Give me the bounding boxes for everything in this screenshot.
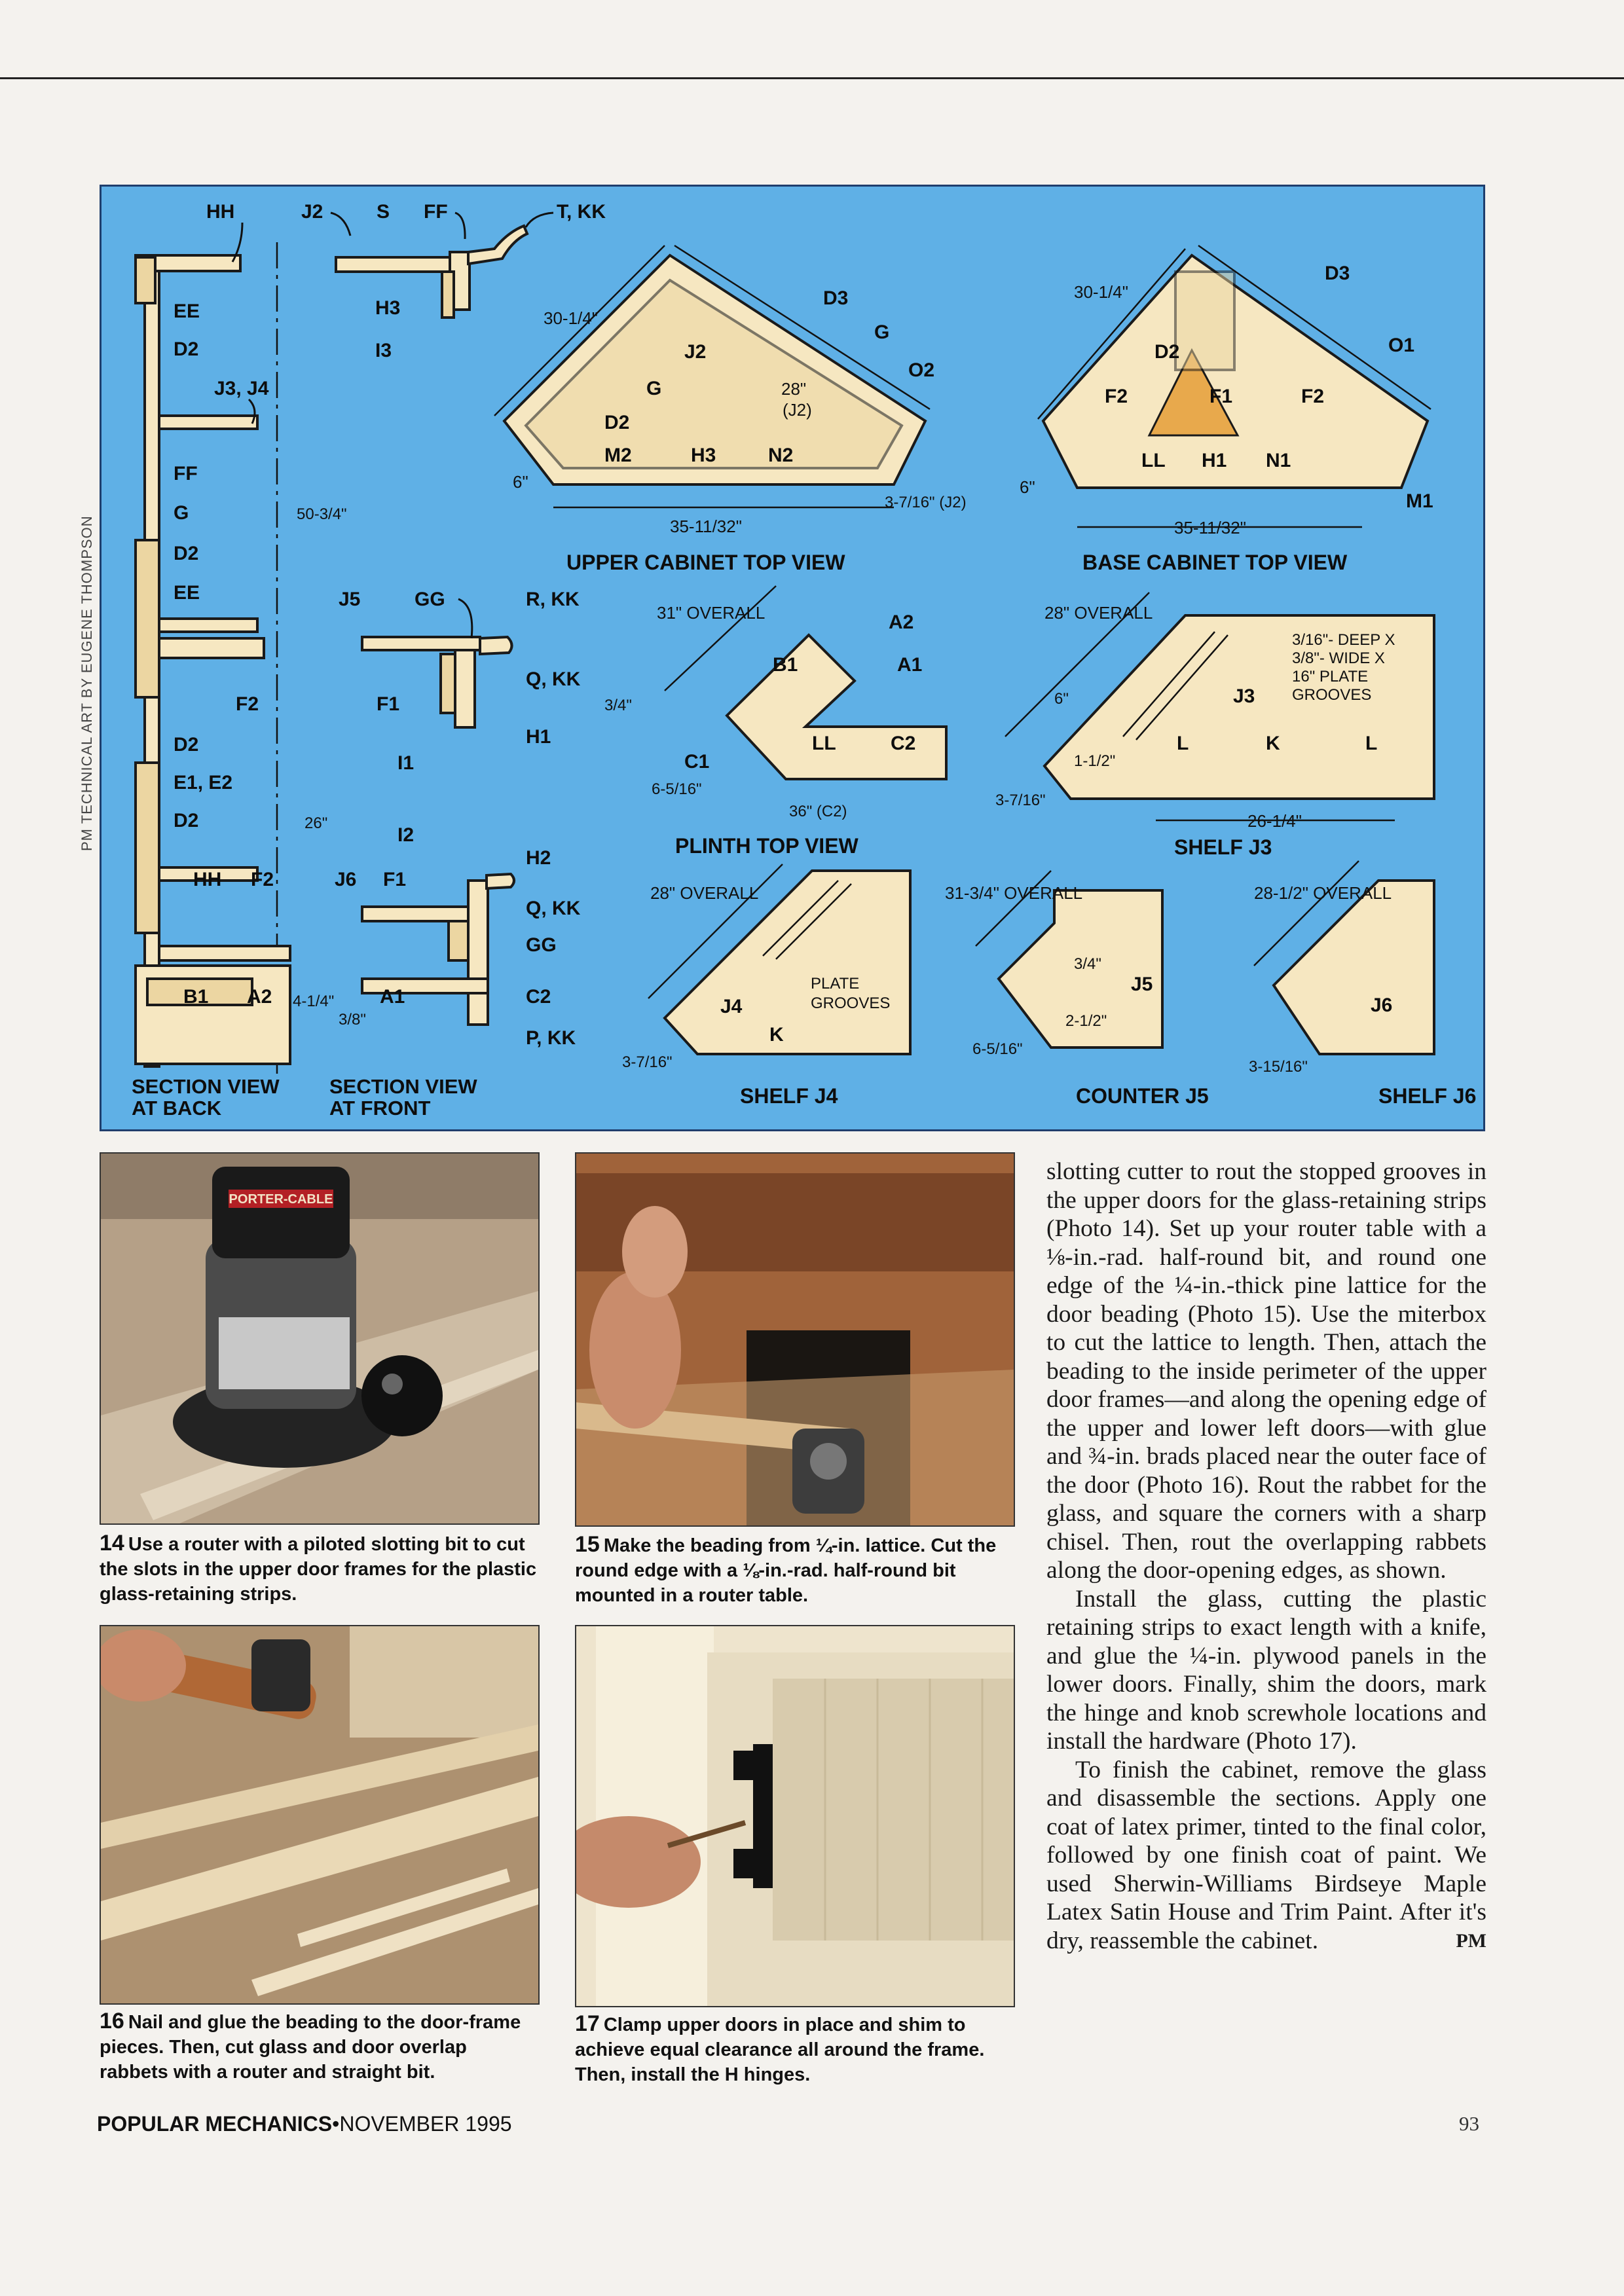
footer-separator: • <box>332 2112 340 2136</box>
photo-15 <box>575 1152 1015 1527</box>
section-front-title-1: SECTION VIEW <box>329 1075 477 1098</box>
label-h1: H1 <box>526 726 551 748</box>
dim-base-30-1-4: 30-1/4" <box>1074 282 1128 302</box>
label-j3-j4: J3, J4 <box>214 378 269 399</box>
caption-16-number: 16 <box>100 2009 124 2033</box>
label-d2-b: D2 <box>174 543 199 564</box>
dim-plinth-31: 31" OVERALL <box>657 603 766 623</box>
dim-j3-1-1-2: 1-1/2" <box>1074 752 1116 770</box>
label-h3: H3 <box>375 297 401 319</box>
label-j5: J5 <box>339 589 361 610</box>
label-base-o1: O1 <box>1388 335 1415 356</box>
section-back-title-1: SECTION VIEW <box>132 1075 280 1098</box>
label-upper-m2: M2 <box>604 445 632 466</box>
body-paragraph-1: slotting cutter to rout the stopped grooves in the upper doors for the glass-retaining strips (Photo 14). Set up your router table with a ⅛-in.-rad. half-round bit, and round one edge of the ¼-in.-thick pine lattice for the door beading (Photo 15). Use the miterbox to cut the lattice to length. Then, attach the beading to the inside perimeter of the upper door frames—and along the opening edge of the upper and lower left doors—with glue and ¾-in. brads placed near the outer face of the door (Photo 16). Rout the rabbet for the glass, and square the corners with a sharp chisel. Then, rout the overlapping rabbets along the door-opening edges, as shown. <box>1046 1158 1486 1584</box>
label-g: G <box>174 502 189 524</box>
label-upper-o2: O2 <box>908 359 935 381</box>
label-plinth-ll: LL <box>812 733 836 754</box>
label-plinth-b1: B1 <box>773 654 798 676</box>
label-j3-l: L <box>1177 733 1189 754</box>
dim-j6-3-15-16: 3-15/16" <box>1249 1058 1308 1076</box>
caption-14 <box>100 1531 540 1607</box>
shelf-j6-title: SHELF J6 <box>1378 1084 1477 1108</box>
label-a1: A1 <box>380 986 405 1008</box>
diagram-svg <box>101 187 1483 1129</box>
label-d2-c: D2 <box>174 734 199 756</box>
top-rule <box>0 77 1624 79</box>
label-upper-n2: N2 <box>768 445 794 466</box>
dim-j3-6: 6" <box>1054 690 1069 708</box>
section-front-drawing <box>336 226 527 1025</box>
counter-j5-title: COUNTER J5 <box>1076 1084 1209 1108</box>
j3-note-4: GROOVES <box>1292 686 1372 704</box>
label-i2: I2 <box>397 824 415 846</box>
dim-j4-28: 28" OVERALL <box>650 883 759 903</box>
dim-base-35: 35-11/32" <box>1174 518 1246 538</box>
dim-j5-2-1-2: 2-1/2" <box>1065 1012 1107 1030</box>
upper-cabinet-drawing <box>494 246 930 507</box>
caption-16 <box>100 2009 540 2085</box>
caption-14-text: Use a router with a piloted slotting bit to cut the slots in the upper door frames for the plastic glass-retaining strips. <box>100 1534 537 1605</box>
label-gg-b: GG <box>526 934 557 956</box>
label-ee: EE <box>174 301 200 322</box>
label-h2: H2 <box>526 847 551 869</box>
shelf-j4-title: SHELF J4 <box>740 1084 838 1108</box>
article-body <box>1046 1157 1486 1955</box>
label-e1-e2: E1, E2 <box>174 772 233 793</box>
dim-j4-3-7-16: 3-7/16" <box>622 1053 673 1071</box>
label-f1-b: F1 <box>383 869 407 890</box>
caption-15-number: 15 <box>575 1532 600 1557</box>
technical-diagram-panel <box>100 185 1485 1131</box>
dim-4-1-4: 4-1/4" <box>293 993 335 1010</box>
dim-j3-28: 28" OVERALL <box>1044 603 1153 623</box>
caption-15 <box>575 1532 1015 1608</box>
label-t-kk: T, KK <box>557 201 606 223</box>
dim-j3-26-1-4: 26-1/4" <box>1247 811 1302 831</box>
label-i3: I3 <box>375 340 392 361</box>
label-f1: F1 <box>377 693 400 715</box>
label-ff-front: FF <box>424 201 448 223</box>
router-brand-label: PORTER-CABLE <box>229 1192 333 1207</box>
label-s: S <box>377 201 390 223</box>
label-j3-k: K <box>1266 733 1280 754</box>
label-base-ll: LL <box>1141 450 1166 471</box>
section-back-title-2: AT BACK <box>132 1097 222 1120</box>
photo-16 <box>100 1625 540 2005</box>
label-plinth-a2: A2 <box>889 611 914 633</box>
caption-16-text: Nail and glue the beading to the door-frame pieces. Then, cut glass and door overlap rabbets with a router and straight bit. <box>100 2012 521 2083</box>
photo-17 <box>575 1625 1015 2007</box>
label-base-f2: F2 <box>1105 386 1128 407</box>
dim-upper-30-1-4: 30-1/4" <box>544 308 598 328</box>
body-paragraph-3-text: To finish the cabinet, remove the glass and disassemble the sections. Apply one coat of latex primer, tinted to the final color, followed by one finish coat of paint. We used Sherwin-Williams Birdseye Maple Latex Satin House and Trim Paint. After it's dry, reassemble the cabinet. <box>1046 1756 1486 1954</box>
label-base-f1: F1 <box>1209 386 1233 407</box>
photo-14-illustration <box>101 1154 538 1523</box>
label-hh: HH <box>206 201 235 223</box>
label-ee-b: EE <box>174 582 200 604</box>
label-plinth-a1: A1 <box>897 654 923 676</box>
base-title: BASE CABINET TOP VIEW <box>1082 551 1348 574</box>
label-q-kk: Q, KK <box>526 668 581 690</box>
label-upper-g2: G <box>646 378 662 399</box>
label-f2: F2 <box>236 693 259 715</box>
label-plinth-c2: C2 <box>891 733 916 754</box>
j3-note-3: 16" PLATE <box>1292 668 1369 685</box>
dim-j5-3-4: 3/4" <box>1074 955 1101 973</box>
label-j3-l2: L <box>1365 733 1378 754</box>
j3-note-1: 3/16"- DEEP X <box>1292 631 1395 649</box>
label-j4-k: K <box>769 1024 784 1046</box>
label-upper-d2: D2 <box>604 412 630 433</box>
label-upper-g: G <box>874 321 890 343</box>
label-gg: GG <box>415 589 445 610</box>
dim-upper-3-7-16: 3-7/16" (J2) <box>885 494 967 511</box>
dim-plinth-3-4: 3/4" <box>604 697 632 714</box>
body-paragraph-2: Install the glass, cutting the plastic retaining strips to exact length with a knife, and glue the ¼-in. plywood panels in the lower doors. Finally, shim the doors, mark the hinge and knob screwhole locations and install the hardware (Photo 17). <box>1046 1585 1486 1755</box>
section-back-drawing <box>136 242 290 1074</box>
dim-plinth-6-5-16: 6-5/16" <box>652 780 702 798</box>
photo-17-illustration <box>576 1626 1014 2006</box>
j3-note-2: 3/8"- WIDE X <box>1292 649 1385 667</box>
label-j5: J5 <box>1131 974 1153 995</box>
label-r-kk: R, KK <box>526 589 580 610</box>
photo-15-illustration <box>576 1154 1014 1525</box>
caption-17 <box>575 2011 1015 2087</box>
label-base-h1: H1 <box>1202 450 1227 471</box>
label-c2: C2 <box>526 986 551 1008</box>
label-i1: I1 <box>397 752 415 774</box>
label-base-n1: N1 <box>1266 450 1291 471</box>
art-credit: PM TECHNICAL ART BY EUGENE THOMPSON <box>79 515 95 851</box>
dim-j3-3-7-16: 3-7/16" <box>995 792 1046 809</box>
label-base-m1: M1 <box>1406 490 1433 512</box>
label-base-d3: D3 <box>1325 263 1350 284</box>
footer-magazine: POPULAR MECHANICS <box>97 2112 333 2136</box>
dim-j5-6-5-16: 6-5/16" <box>972 1040 1023 1058</box>
caption-15-text: Make the beading from ¼-in. lattice. Cut the round edge with a ⅛-in.-rad. half-round bit mounted in a router table. <box>575 1535 997 1606</box>
caption-14-number: 14 <box>100 1531 124 1556</box>
label-plinth-c1: C1 <box>684 751 710 773</box>
dim-plinth-36: 36" (C2) <box>789 803 847 820</box>
label-upper-j2: J2 <box>684 341 707 363</box>
dim-26: 26" <box>304 814 328 832</box>
caption-17-text: Clamp upper doors in place and shim to achieve equal clearance all around the frame. Then, install the H hinges. <box>575 2014 985 2085</box>
label-f2-b: F2 <box>251 869 274 890</box>
label-upper-h3: H3 <box>691 445 716 466</box>
label-q-kk-b: Q, KK <box>526 898 581 919</box>
label-p-kk: P, KK <box>526 1027 576 1049</box>
section-front-title-2: AT FRONT <box>329 1097 431 1120</box>
label-hh-b: HH <box>193 869 222 890</box>
dim-upper-28-j2: 28" <box>781 379 807 399</box>
label-j6: J6 <box>1371 994 1393 1016</box>
shelf-j3-title: SHELF J3 <box>1174 835 1272 859</box>
label-j4: J4 <box>720 996 743 1017</box>
label-a2: A2 <box>247 986 272 1008</box>
dim-3-8: 3/8" <box>339 1011 366 1029</box>
j4-note-2: GROOVES <box>811 994 891 1012</box>
label-j3: J3 <box>1233 685 1255 707</box>
dim-base-6: 6" <box>1020 477 1035 497</box>
label-base-d2: D2 <box>1154 341 1180 363</box>
footer-issue: NOVEMBER 1995 <box>339 2112 512 2136</box>
label-j6: J6 <box>335 869 357 890</box>
photo-16-illustration <box>101 1626 538 2003</box>
dim-50-3-4: 50-3/4" <box>297 505 347 523</box>
label-j2: J2 <box>301 201 323 223</box>
body-paragraph-3 <box>1046 1756 1486 1956</box>
dim-upper-35: 35-11/32" <box>670 517 742 536</box>
dim-j5-31-3-4: 31-3/4" OVERALL <box>945 883 1083 903</box>
label-base-f2-b: F2 <box>1301 386 1325 407</box>
label-ff: FF <box>174 463 198 484</box>
plinth-title: PLINTH TOP VIEW <box>675 834 858 858</box>
label-upper-d3: D3 <box>823 287 849 309</box>
dim-upper-28-j2-b: (J2) <box>783 400 812 420</box>
label-d2: D2 <box>174 338 199 360</box>
upper-title: UPPER CABINET TOP VIEW <box>566 551 845 574</box>
j4-note-1: PLATE <box>811 975 860 993</box>
dim-j6-28-1-2: 28-1/2" OVERALL <box>1254 883 1392 903</box>
caption-17-number: 17 <box>575 2011 600 2036</box>
label-b1: B1 <box>183 986 209 1008</box>
dim-upper-6: 6" <box>513 472 528 492</box>
photo-14 <box>100 1152 540 1525</box>
label-d2-d: D2 <box>174 810 199 831</box>
page-number: 93 <box>1459 2112 1479 2135</box>
footer-magazine-line <box>97 2112 512 2136</box>
pm-end-mark: PM <box>1456 1929 1486 1952</box>
